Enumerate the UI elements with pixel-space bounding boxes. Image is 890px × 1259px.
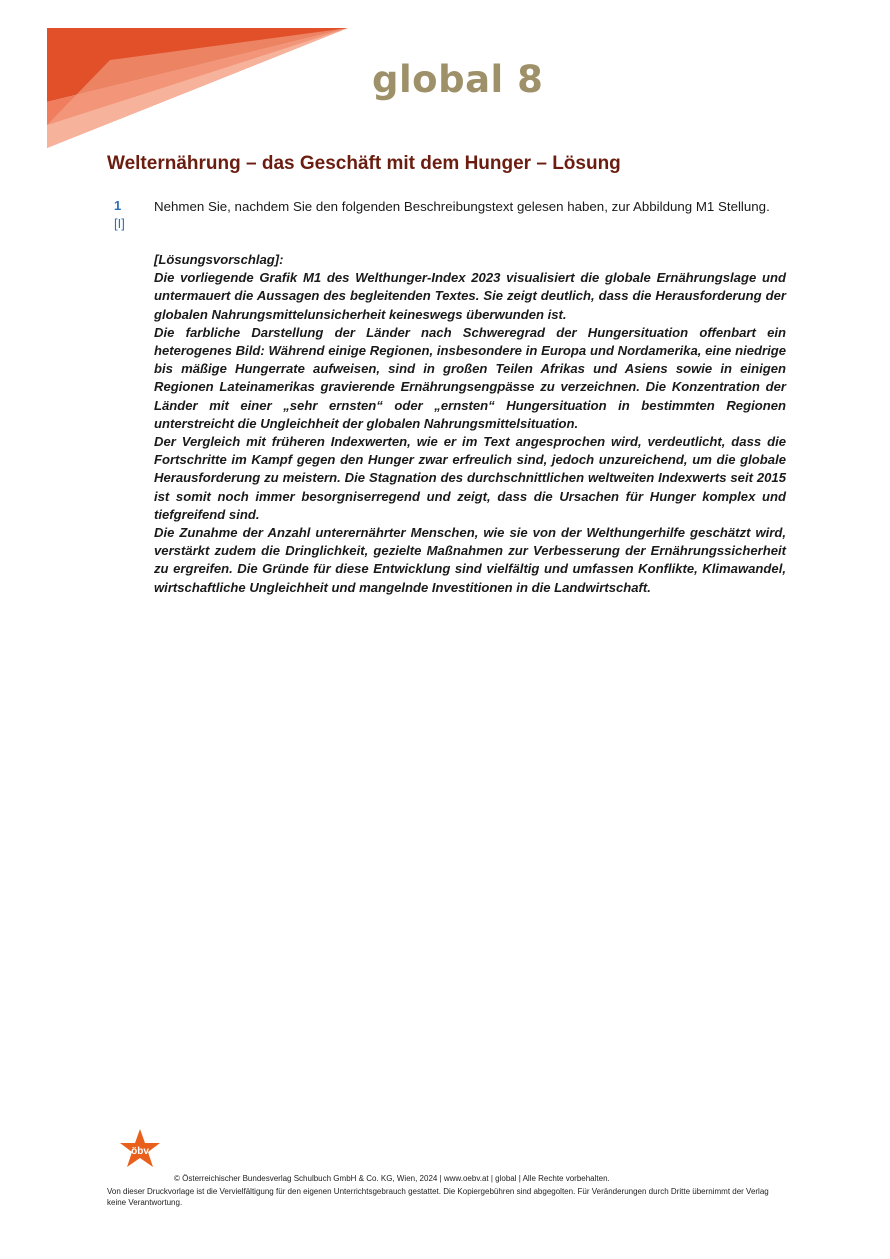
page-title: Welternährung – das Geschäft mit dem Hunger – Lösung (107, 153, 621, 174)
header-banner-graphic (0, 0, 400, 160)
solution-label: [Lösungsvorschlag]: (154, 252, 284, 267)
task-number: 1 (114, 198, 122, 213)
solution-paragraph-1: Die vorliegende Grafik M1 des Welthunger-Index 2023 visualisiert die globale Ernährungslage und untermauert die Aussagen des begleitenden Textes. Sie zeigt deutlich, dass die Herausforderung der globalen Nahrungsmittelunsicherheit keineswegs überwunden ist. (154, 270, 786, 322)
logo-text: öbv (131, 1146, 149, 1157)
footer-copyright: © Österreichischer Bundesverlag Schulbuch GmbH & Co. KG, Wien, 2024 | www.oebv.at | global | Alle Rechte vorbehalten. (174, 1174, 610, 1183)
oebv-logo (118, 1127, 162, 1171)
footer-notice: Von dieser Druckvorlage ist die Vervielfältigung für den eigenen Unterrichtsgebrauch gestattet. Die Kopiergebühren sind abgegolten. Für Veränderungen durch Dritte übernimmt der Verlag keine Verantwortung. (107, 1187, 769, 1207)
solution-paragraph-3: Der Vergleich mit früheren Indexwerten, wie er im Text angesprochen wird, verdeutlicht, dass die Fortschritte im Kampf gegen den Hunger zwar erfreulich sind, jedoch unzureichend, um die globale Herausforderung zu meistern. Die Stagnation des durchschnittlichen weltweiten Indexwerts seit 2015 ist somit noch immer besorgniserregend und zeigt, dass die Ursachen für Hunger komplex und tiefgreifend sind. (154, 434, 786, 522)
task-level: [I] (114, 216, 125, 231)
task-prompt: Nehmen Sie, nachdem Sie den folgenden Beschreibungstext gelesen haben, zur Abbildung M1 Stellung. (154, 199, 770, 214)
solution-paragraph-4: Die Zunahme der Anzahl unterernährter Menschen, wie sie von der Welthungerhilfe geschätzt wird, verstärkt zudem die Dringlichkeit, gezielte Maßnahmen zur Verbesserung der Ernährungssicherheit zu ergreifen. Die Gründe für diese Entwicklung sind vielfältig und umfassen Konflikte, Klimawandel, wirtschaftliche Ungleichheit und mangelnde Investitionen in die Landwirtschaft. (154, 525, 786, 595)
solution-paragraph-2: Die farbliche Darstellung der Länder nach Schweregrad der Hungersituation offenbart ein heterogenes Bild: Während einige Regionen, insbesondere in Europa und Nordamerika, eine niedrige bis mäßige Hungerrate aufweisen, sind in großen Teilen Afrikas und Asiens sowie in einigen Regionen Lateinamerikas gravierende Ernährungsengpässe zu verzeichnen. Die Konzentration der Länder mit einer „sehr ernsten“ oder „ernsten“ Hungersituation in bestimmten Regionen unterstreicht die Ungleichheit der globalen Nahrungsmittelsituation. (154, 324, 786, 431)
solution-text (154, 251, 786, 597)
brand-title: global 8 (372, 58, 544, 101)
